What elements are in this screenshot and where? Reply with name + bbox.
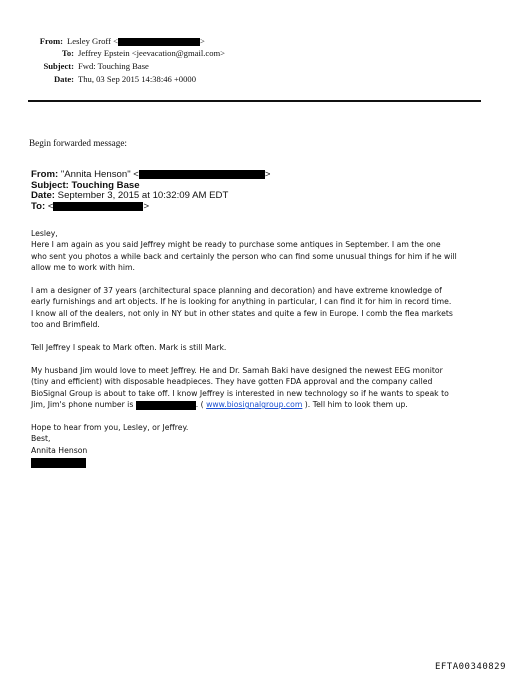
body-line: I know all of the dealers, not only in NY but in other states and quite a few in Europe. I comb the flea markets	[31, 308, 453, 318]
forwarded-to-row	[31, 202, 270, 213]
body-paragraph	[31, 342, 491, 353]
body-line: BioSignal Group is about to take off. I know Jeffrey is interested in new technology so if he wants to speak to	[31, 388, 449, 398]
signature-redaction	[31, 456, 491, 468]
body-line: allow me to work with him.	[31, 263, 135, 273]
forwarded-intro: Begin forwarded message:	[29, 138, 127, 148]
document-id: EFTA00340829	[434, 662, 506, 672]
signoff: Best,	[31, 434, 51, 444]
body-paragraph	[31, 285, 491, 331]
subject-value: Fwd: Touching Base	[78, 61, 149, 71]
forwarded-date-row	[31, 191, 270, 202]
link-open: . (	[195, 400, 207, 410]
forwarded-to-value: <	[45, 200, 54, 212]
redaction-block	[136, 401, 196, 410]
forwarded-subject-value: Touching Base	[68, 179, 140, 191]
forwarded-from-value: "Annita Henson" <	[58, 169, 139, 181]
body-line: Hope to hear from you, Lesley, or Jeffrey.	[31, 422, 189, 432]
to-value: Jeffrey Epstein <jeevacation@gmail.com>	[78, 48, 226, 58]
body-line: (tiny and efficient) with disposable headpieces. They have gotten FDA approval and the company called	[31, 377, 433, 387]
from-label: From:	[39, 36, 63, 46]
to-label: To:	[61, 48, 74, 58]
body-paragraph	[31, 422, 491, 468]
body-paragraph	[31, 365, 491, 411]
link-close: ). Tell him to look them up.	[302, 400, 408, 410]
body-line	[31, 399, 491, 410]
phone-prefix: Jim, Jim's phone number is	[31, 400, 136, 410]
body-line: My husband Jim would love to meet Jeffrey. He and Dr. Samah Baki have designed the newest EEG monitor	[31, 365, 443, 375]
body-line: I am a designer of 37 years (architectural space planning and decoration) and have extreme knowledge of	[31, 286, 442, 296]
body-paragraph	[31, 228, 491, 274]
date-label: Date:	[53, 74, 74, 84]
email-body	[31, 228, 491, 479]
forwarded-to-bracket: >	[143, 200, 150, 212]
forwarded-date-value: September 3, 2015 at 10:32:09 AM EDT	[55, 190, 229, 202]
forwarded-subject-label: Subject:	[31, 179, 69, 191]
biosignal-link[interactable]: www.biosignalgroup.com	[206, 400, 303, 410]
signature-name: Annita Henson	[31, 445, 88, 455]
body-line: Tell Jeffrey I speak to Mark often. Mark is still Mark.	[31, 343, 227, 353]
forwarded-header	[31, 170, 270, 212]
redaction-block	[53, 202, 143, 211]
redaction-block	[31, 458, 86, 468]
greeting: Lesley,	[31, 229, 58, 238]
forwarded-date-label: Date:	[31, 190, 55, 202]
body-line: Here I am again as you said Jeffrey might be ready to purchase some antiques in September. I am the one	[31, 240, 441, 250]
redaction-block	[139, 170, 265, 179]
body-line: who sent you photos a while back and certainly the person who can find some unusual things for him if he will	[31, 251, 457, 261]
forwarded-to-label: To:	[31, 200, 46, 212]
subject-label: Subject:	[43, 61, 74, 71]
forwarded-from-label: From:	[31, 169, 59, 181]
from-name: Lesley Groff <	[67, 36, 118, 46]
forwarded-from-bracket: >	[264, 169, 271, 181]
header-divider	[28, 100, 481, 102]
from-value	[67, 35, 205, 47]
body-line: too and Brimfield.	[31, 320, 100, 330]
body-line: early furnishings and art objects. If he is looking for anything in particular, I can find it for him in record time.	[31, 297, 452, 307]
from-bracket: >	[199, 36, 205, 46]
redaction-block	[118, 38, 200, 46]
date-value: Thu, 03 Sep 2015 14:38:46 +0000	[78, 74, 196, 84]
